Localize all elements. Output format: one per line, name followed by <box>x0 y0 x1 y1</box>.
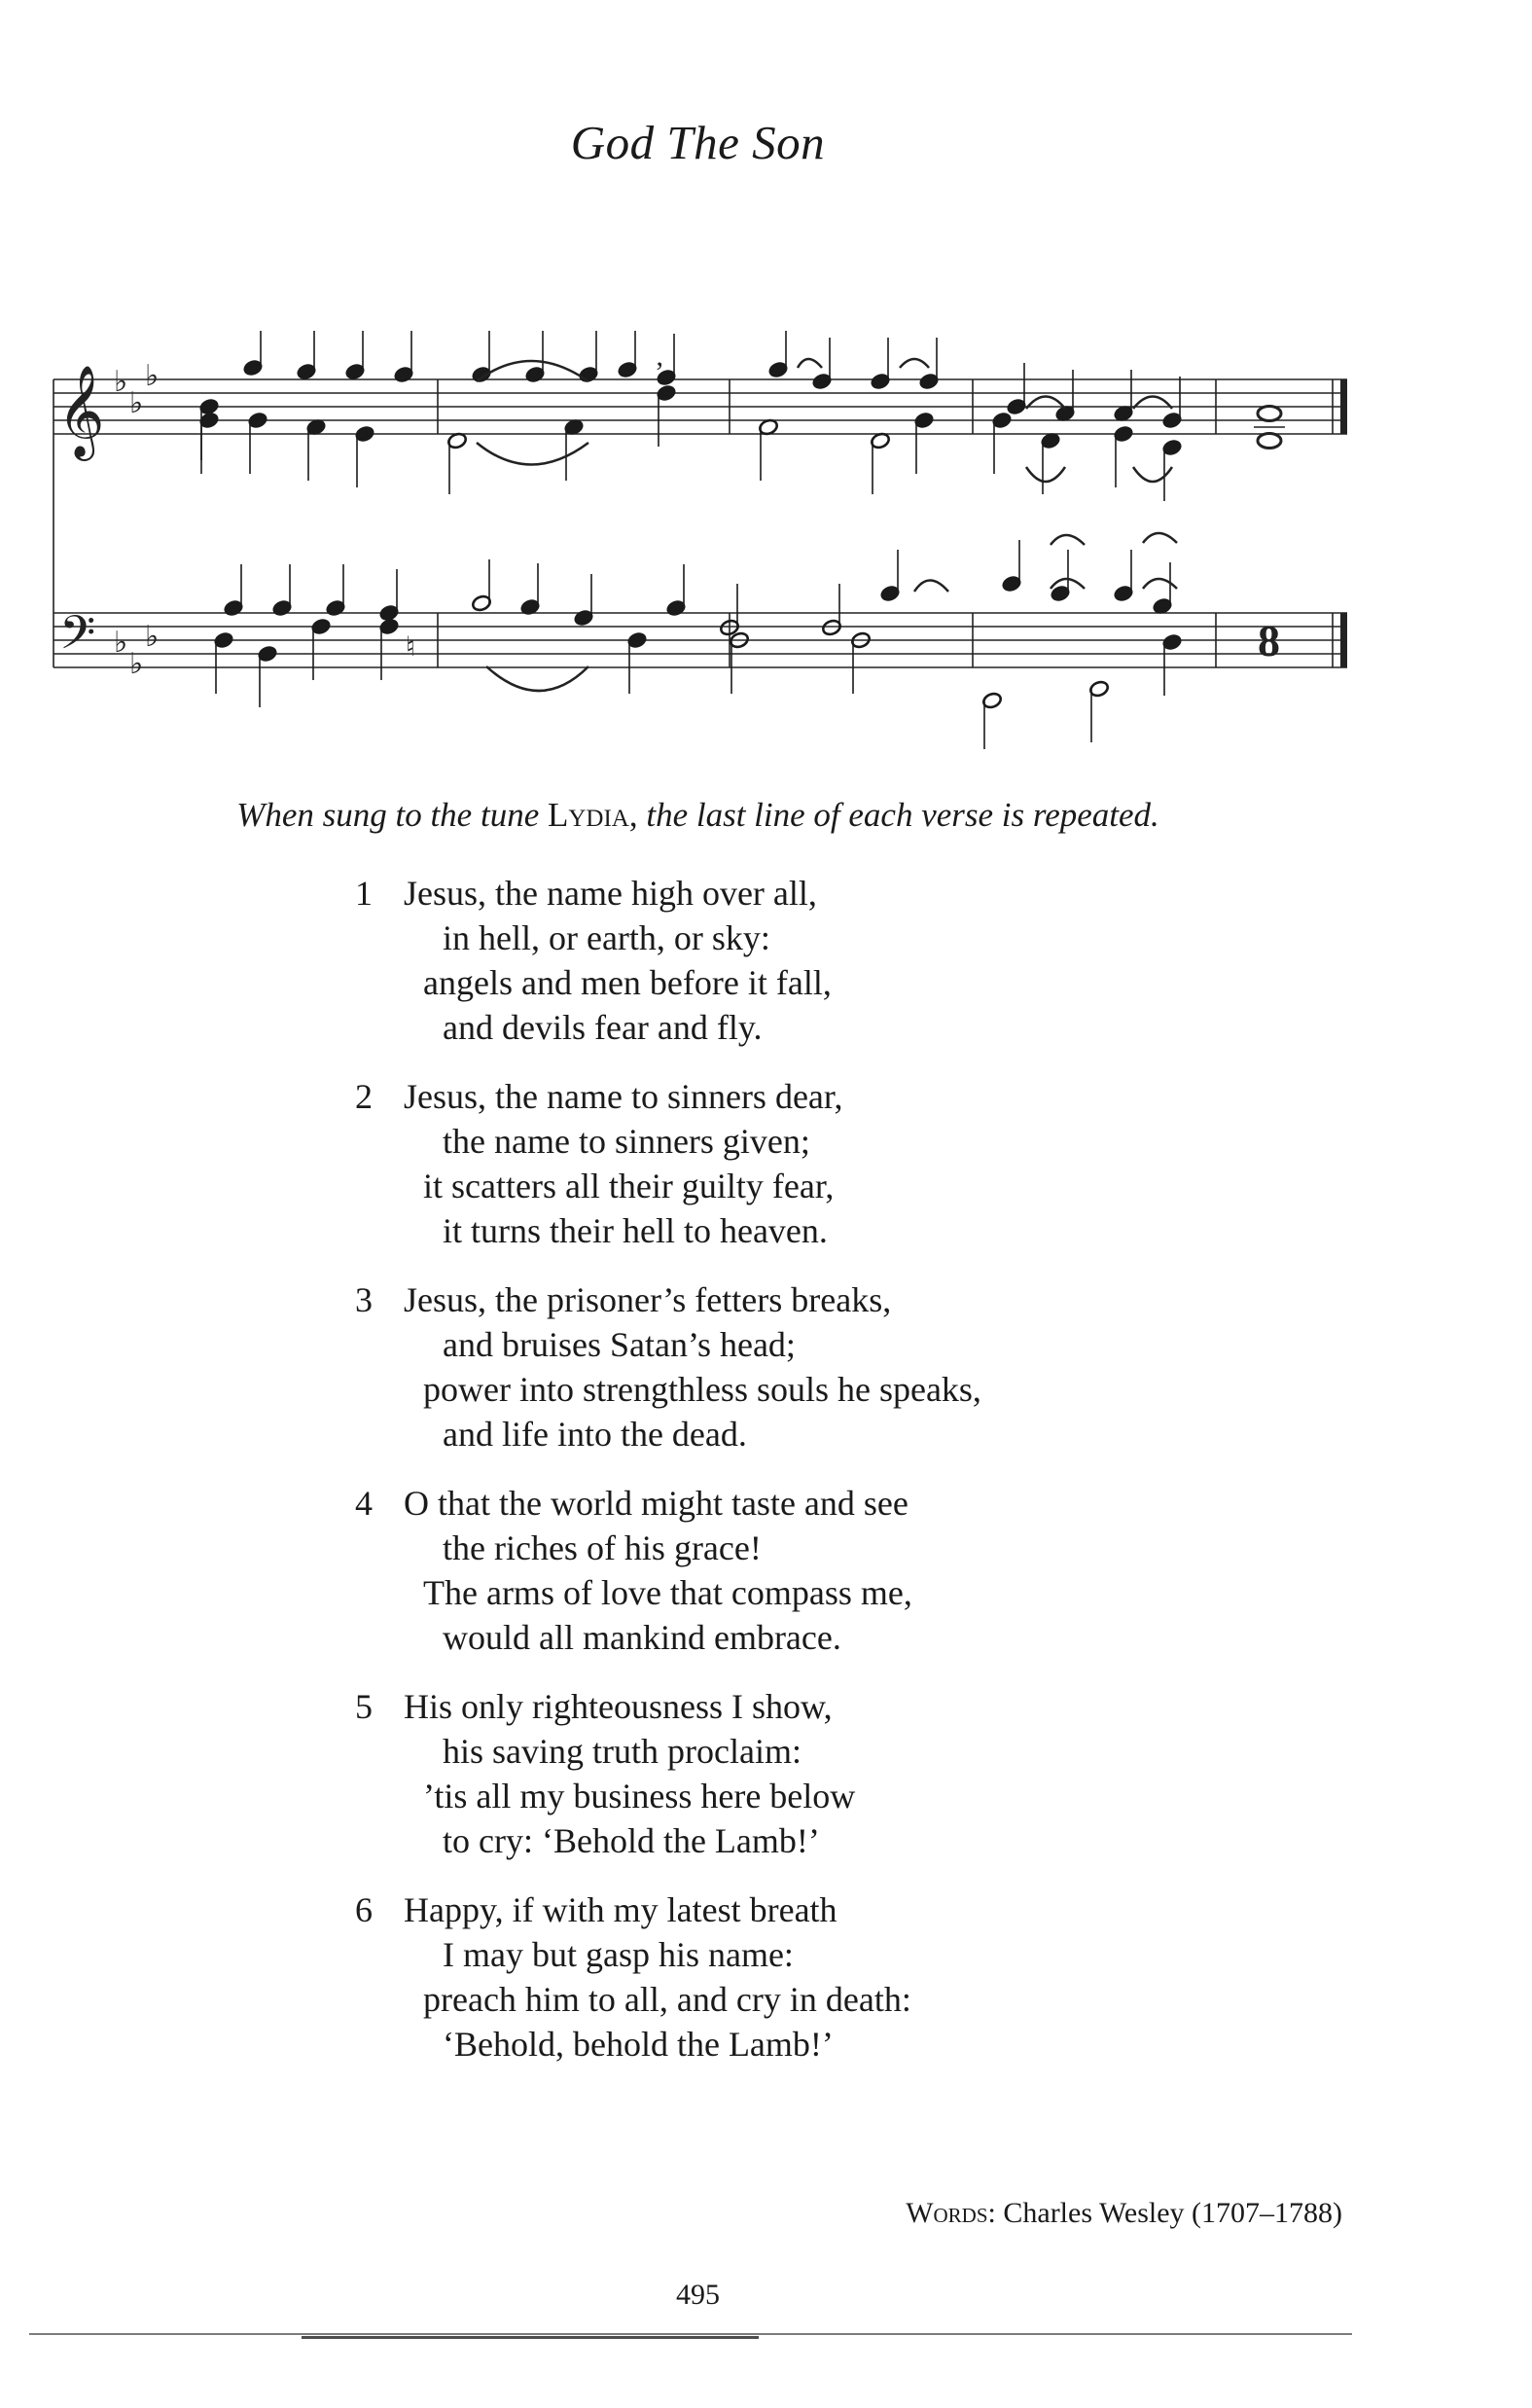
verse-line: ‘Behold, behold the Lamb!’ <box>443 2025 834 2064</box>
music-score <box>44 331 1367 749</box>
verse-line: Happy, if with my latest breath <box>404 1890 837 1929</box>
treble-staff <box>53 379 1347 434</box>
verse-line: The arms of love that compass me, <box>423 1573 912 1612</box>
whole-note <box>1258 407 1281 421</box>
verse-line: Jesus, the name to sinners dear, <box>404 1077 843 1116</box>
verse-line: and life into the dead. <box>443 1415 747 1454</box>
verse-3 <box>355 1277 1133 1456</box>
verse-line: preach him to all, and cry in death: <box>423 1980 911 2019</box>
words-credit <box>0 2197 1342 2230</box>
verse-line: His only righteousness I show, <box>404 1687 833 1726</box>
svg-text:♭: ♭ <box>129 386 144 420</box>
tie-arc <box>1133 467 1172 482</box>
verse-5 <box>355 1684 1133 1863</box>
credit-text: : Charles Wesley (1707–1788) <box>987 2197 1342 2229</box>
tie-arc <box>477 443 588 465</box>
verse-number: 4 <box>355 1484 373 1523</box>
verse-line: to cry: ‘Behold the Lamb!’ <box>443 1821 820 1860</box>
verse-line: it scatters all their guilty fear, <box>423 1167 835 1205</box>
tie-arc <box>1143 579 1177 589</box>
verse-line: the name to sinners given; <box>443 1122 810 1161</box>
svg-text:♭: ♭ <box>129 647 144 681</box>
verse-number: 1 <box>355 874 373 913</box>
final-barline-bass <box>1340 613 1347 667</box>
verse-line: I may but gasp his name: <box>443 1935 794 1974</box>
verse-line: it turns their hell to heaven. <box>443 1211 828 1250</box>
key-signature-treble <box>114 359 159 420</box>
verse-number: 3 <box>355 1280 373 1319</box>
bass-staff <box>53 613 1347 667</box>
verse-line: ’tis all my business here below <box>423 1777 856 1815</box>
verse-2 <box>355 1074 1133 1253</box>
note-suffix: the last line of each verse is repeated. <box>637 796 1159 834</box>
tie-arc <box>798 359 822 368</box>
verse-line: power into strengthless souls he speaks, <box>423 1370 981 1409</box>
verse-number: 6 <box>355 1890 373 1929</box>
tie-arc <box>1143 533 1177 543</box>
verses <box>355 871 1133 2091</box>
verse-number: 2 <box>355 1077 373 1116</box>
tie-arc <box>914 581 948 593</box>
verse-line: his saving truth proclaim: <box>443 1732 802 1771</box>
verse-line: and devils fear and fly. <box>443 1008 763 1047</box>
final-barline-treble <box>1340 379 1347 434</box>
verse-line: Jesus, the name high over all, <box>404 874 817 913</box>
tie-arc <box>1051 535 1085 545</box>
performance-note <box>0 796 1396 835</box>
verse-line: angels and men before it fall, <box>423 963 832 1002</box>
tie-arc <box>1026 467 1065 482</box>
verse-line: Jesus, the prisoner’s fetters breaks, <box>404 1280 892 1319</box>
verse-number: 5 <box>355 1687 373 1726</box>
key-signature-bass <box>114 620 159 681</box>
natural-sign: ♮ <box>406 630 416 663</box>
section-title: God The Son <box>570 116 826 169</box>
page-number: 495 <box>676 2279 720 2311</box>
note-prefix: When sung to the tune <box>236 796 548 834</box>
treble-clef-icon: 𝄞 <box>57 365 105 457</box>
verse-line: O that the world might taste and see <box>404 1484 909 1523</box>
footer-rule-accent <box>302 2336 759 2339</box>
tie-arc <box>486 666 588 691</box>
verse-line: the riches of his grace! <box>443 1528 762 1567</box>
verse-line: in hell, or earth, or sky: <box>443 918 770 957</box>
barlines <box>53 379 1333 667</box>
tie-arc <box>900 359 929 368</box>
whole-note <box>1258 434 1281 449</box>
verse-1 <box>355 871 1133 1050</box>
meter-symbol: 8 <box>1258 616 1280 665</box>
bass-clef-icon: 𝄢 <box>59 605 96 671</box>
verse-line: and bruises Satan’s head; <box>443 1325 796 1364</box>
verse-line: would all mankind embrace. <box>443 1618 841 1657</box>
breath-mark: ’ <box>655 356 664 388</box>
svg-text:♭: ♭ <box>145 620 160 654</box>
svg-text:♭: ♭ <box>114 365 128 399</box>
svg-text:♭: ♭ <box>114 626 128 660</box>
credit-label: Words <box>906 2197 988 2229</box>
verse-4 <box>355 1481 1133 1660</box>
verse-6 <box>355 1887 1133 2067</box>
tune-name: Lydia, <box>547 796 638 834</box>
svg-text:♭: ♭ <box>145 359 160 393</box>
footer-rule <box>29 2333 1352 2335</box>
